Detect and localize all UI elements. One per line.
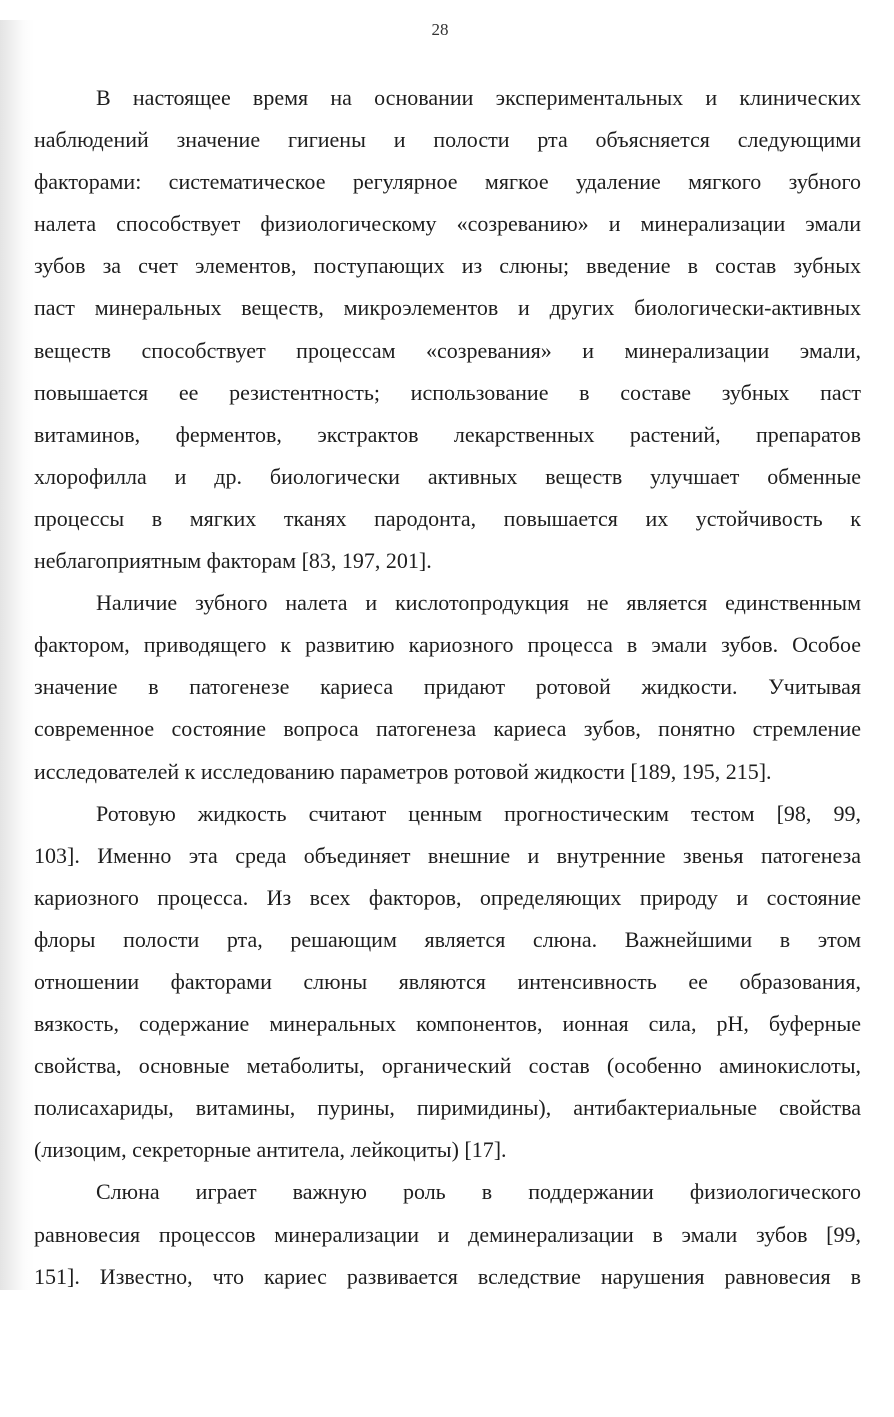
paragraph <box>34 77 861 582</box>
text-line: свойства, основные метаболиты, органический состав (особенно аминокислоты, <box>34 1053 861 1079</box>
text-line: Ротовую жидкость считают ценным прогностическим тестом [98, 99, <box>96 800 861 826</box>
text-line: вязкость, содержание минеральных компонентов, ионная сила, рН, буферные <box>34 1011 861 1037</box>
text-line: Слюна играет важную роль в поддержании физиологического <box>96 1179 861 1205</box>
text-line: повышается ее резистентность; использование в составе зубных паст <box>34 379 861 405</box>
scan-edge-shadow <box>0 20 34 1290</box>
text-line: витаминов, ферментов, экстрактов лекарственных растений, препаратов <box>34 421 861 447</box>
text-line: хлорофилла и др. биологически активных веществ улучшает обменные <box>34 463 861 489</box>
text-line: современное состояние вопроса патогенеза кариеса зубов, понятно стремление <box>34 716 861 742</box>
text-line: наблюдений значение гигиены и полости рта объясняется следующими <box>34 127 861 153</box>
text-line: процессы в мягких тканях пародонта, повышается их устойчивость к <box>34 505 861 531</box>
text-line: полисахариды, витамины, пурины, пиримидины), антибактериальные свойства <box>34 1095 861 1121</box>
text-line: неблагоприятным факторам [83, 197, 201]. <box>34 548 432 574</box>
text-line: зубов за счет элементов, поступающих из слюны; введение в состав зубных <box>34 253 861 279</box>
text-line: (лизоцим, секреторные антитела, лейкоциты) [17]. <box>34 1137 507 1163</box>
text-line: отношении факторами слюны являются интенсивность ее образования, <box>34 968 861 994</box>
text-line: Наличие зубного налета и кислотопродукция не является единственным <box>96 590 861 616</box>
text-line: фактором, приводящего к развитию кариозного процесса в эмали зубов. Особое <box>34 632 861 658</box>
paragraph <box>34 1171 861 1297</box>
text-line: 151]. Известно, что кариес развивается вследствие нарушения равновесия в <box>34 1263 861 1289</box>
text-line: 103]. Именно эта среда объединяет внешние и внутренние звенья патогенеза <box>34 842 861 868</box>
text-line: веществ способствует процессам «созревания» и минерализации эмали, <box>34 337 861 363</box>
text-line: паст минеральных веществ, микроэлементов и других биологически-активных <box>34 295 861 321</box>
body-text <box>34 77 861 1298</box>
page-number: 28 <box>431 20 449 39</box>
text-line: налета способствует физиологическому «созреванию» и минерализации эмали <box>34 211 861 237</box>
text-line: исследователей к исследованию параметров ротовой жидкости [189, 195, 215]. <box>34 758 772 784</box>
text-line: флоры полости рта, решающим является слюна. Важнейшими в этом <box>34 926 861 952</box>
paragraph <box>34 582 861 792</box>
text-line: равновесия процессов минерализации и деминерализации в эмали зубов [99, <box>34 1221 861 1247</box>
text-line: факторами: систематическое регулярное мягкое удаление мягкого зубного <box>34 169 861 195</box>
text-line: значение в патогенезе кариеса придают ротовой жидкости. Учитывая <box>34 674 861 700</box>
paragraph <box>34 793 861 1172</box>
text-line: кариозного процесса. Из всех факторов, определяющих природу и состояние <box>34 884 861 910</box>
text-line: В настоящее время на основании экспериментальных и клинических <box>96 85 861 110</box>
